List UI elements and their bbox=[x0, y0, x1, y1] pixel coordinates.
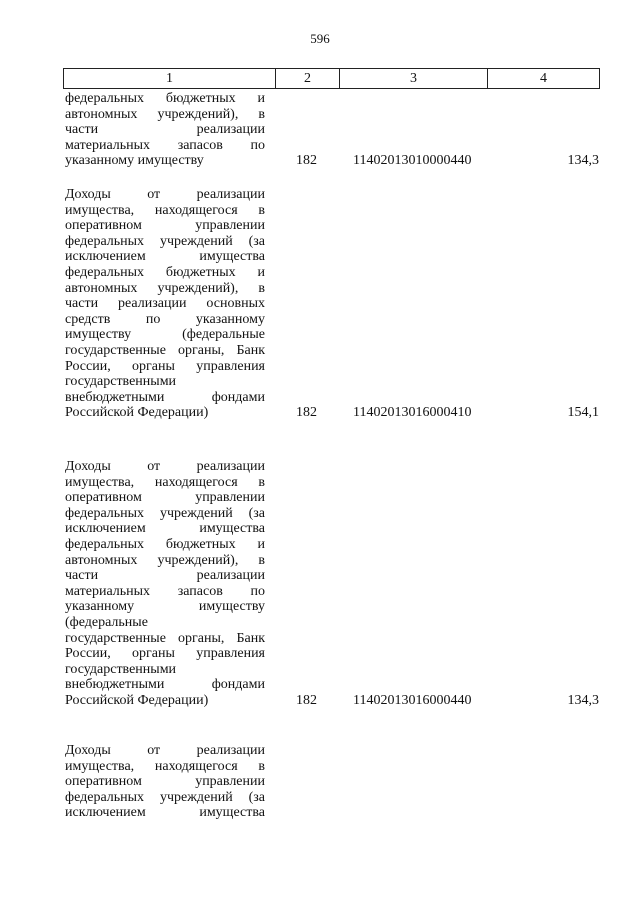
row-description bbox=[65, 743, 265, 821]
description-line: государственными bbox=[65, 661, 177, 677]
description-line: Российской Федерации) bbox=[65, 405, 209, 421]
description-line: имущества, находящегося в bbox=[65, 758, 265, 774]
description-line: исключением имущества bbox=[65, 805, 265, 821]
description-line: федеральных бюджетных и bbox=[65, 536, 265, 552]
description-line: автономных учреждений), в bbox=[65, 106, 265, 122]
description-line: указанному имуществу bbox=[65, 599, 265, 615]
description-line: федеральных бюджетных и bbox=[65, 91, 265, 106]
description-line: имущества, находящегося в bbox=[65, 202, 265, 218]
header-col-2: 2 bbox=[275, 69, 339, 88]
description-line: федеральных учреждений (за bbox=[65, 505, 265, 521]
description-line: материальных запасов по bbox=[65, 583, 265, 599]
description-line: указанному имуществу bbox=[65, 153, 204, 169]
description-line: исключением имущества bbox=[65, 249, 265, 265]
description-line: федеральных учреждений (за bbox=[65, 789, 265, 805]
description-line: России, органы управления bbox=[65, 646, 265, 662]
description-line: федеральных бюджетных и bbox=[65, 264, 265, 280]
budget-classification-code: 11402013010000440 bbox=[353, 153, 472, 169]
description-line: России, органы управления bbox=[65, 358, 265, 374]
amount-value: 134,3 bbox=[567, 693, 599, 708]
description-line: оперативном управлении bbox=[65, 774, 265, 790]
amount-value: 134,3 bbox=[567, 153, 599, 169]
description-line: части реализации bbox=[65, 122, 265, 138]
description-line: (федеральные bbox=[65, 614, 148, 630]
description-line: Доходы от реализации bbox=[65, 187, 265, 202]
page-number: 596 bbox=[310, 31, 330, 46]
header-col-3: 3 bbox=[339, 69, 487, 88]
row-description bbox=[65, 91, 265, 169]
amount-value: 154,1 bbox=[567, 405, 599, 421]
budget-classification-code: 11402013016000410 bbox=[353, 405, 472, 421]
admin-code: 182 bbox=[296, 405, 317, 421]
description-line: части реализации основных bbox=[65, 296, 265, 312]
description-line: внебюджетными фондами bbox=[65, 389, 265, 405]
description-line: оперативном управлении bbox=[65, 490, 265, 506]
description-line: материальных запасов по bbox=[65, 137, 265, 153]
description-line: Российской Федерации) bbox=[65, 692, 209, 708]
description-line: Доходы от реализации bbox=[65, 459, 265, 474]
row-description bbox=[65, 459, 265, 709]
description-line: государственные органы, Банк bbox=[65, 342, 265, 358]
description-line: автономных учреждений), в bbox=[65, 552, 265, 568]
admin-code: 182 bbox=[296, 693, 317, 708]
header-col-1: 1 bbox=[166, 71, 173, 86]
description-line: исключением имущества bbox=[65, 521, 265, 537]
admin-code: 182 bbox=[296, 153, 317, 169]
table-header bbox=[63, 68, 600, 89]
header-col-4: 4 bbox=[487, 69, 599, 88]
description-line: автономных учреждений), в bbox=[65, 280, 265, 296]
description-line: средств по указанному bbox=[65, 311, 265, 327]
description-line: имущества, находящегося в bbox=[65, 474, 265, 490]
description-line: государственными bbox=[65, 374, 177, 390]
description-line: части реализации bbox=[65, 568, 265, 584]
description-line: федеральных учреждений (за bbox=[65, 233, 265, 249]
row-description bbox=[65, 187, 265, 421]
description-line: оперативном управлении bbox=[65, 218, 265, 234]
description-line: внебюджетными фондами bbox=[65, 677, 265, 693]
budget-classification-code: 11402013016000440 bbox=[353, 693, 472, 708]
description-line: имуществу (федеральные bbox=[65, 327, 265, 343]
description-line: Доходы от реализации bbox=[65, 743, 265, 758]
description-line: государственные органы, Банк bbox=[65, 630, 265, 646]
